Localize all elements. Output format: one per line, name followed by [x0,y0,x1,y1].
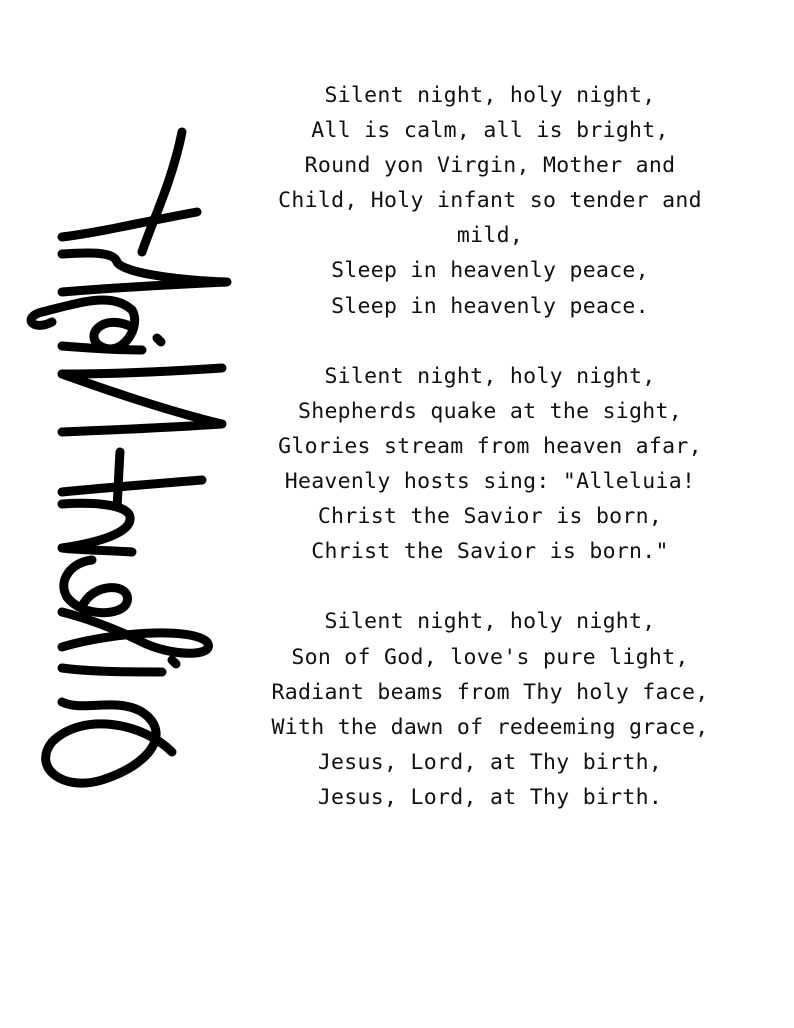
script-letter-n [62,503,132,552]
lyric-line: Silent night, holy night, [324,83,656,108]
lyric-line: Silent night, holy night, [324,363,656,389]
script-title-strokes [31,132,227,783]
script-letter-t [62,480,202,492]
lyric-line: Jesus, Lord, at Thy birth. [317,784,663,810]
script-letter-h [62,253,227,292]
script-letter-g [31,300,135,349]
script-letter-t-2-cross [142,132,182,252]
lyric-line: With the dawn of redeeming grace, [271,714,709,740]
script-title-artwork [22,112,232,802]
script-letter-l [62,612,208,653]
lyric-line: Sleep in heavenly peace. [331,293,649,319]
lyric-line: mild, [456,223,524,249]
script-letter-t-2 [62,212,197,237]
verse-3 [230,604,750,815]
script-letter-i [62,668,162,672]
lyric-line: Jesus, Lord, at Thy birth, [317,749,663,775]
lyric-line: Son of God, love's pure light, [291,644,689,670]
verse-1 [230,78,750,324]
lyric-line: Glories stream from heaven afar, [278,433,702,459]
script-letter-t-cross [117,452,120,507]
script-letter-s [46,702,172,783]
lyric-line: All is calm, all is bright, [311,118,669,144]
lyric-line: Radiant beams from Thy holy face, [271,679,709,705]
lyric-line: Christ the Savior is born, [317,504,663,530]
script-letter-n-capital [62,368,222,432]
verse-2 [230,359,750,570]
script-title-text: Silent Night [22,112,29,113]
lyric-line: Shepherds quake at the sight, [297,398,683,424]
lyric-line: Child, Holy infant so tender and [278,188,702,214]
script-letter-e [64,560,128,613]
lyric-line: Heavenly hosts sing: "Alleluia! [284,469,696,495]
lyric-line: Sleep in heavenly peace, [331,258,649,284]
lyric-line: Christ the Savior is born." [311,539,669,565]
script-letter-i-2-dot [157,338,161,342]
lyric-line: Round yon Virgin, Mother and [304,153,676,179]
lyric-line: Silent night, holy night, [324,609,656,635]
lyrics-block [230,78,750,815]
script-letter-i-dot [172,660,176,664]
script-title-svg [22,112,232,802]
